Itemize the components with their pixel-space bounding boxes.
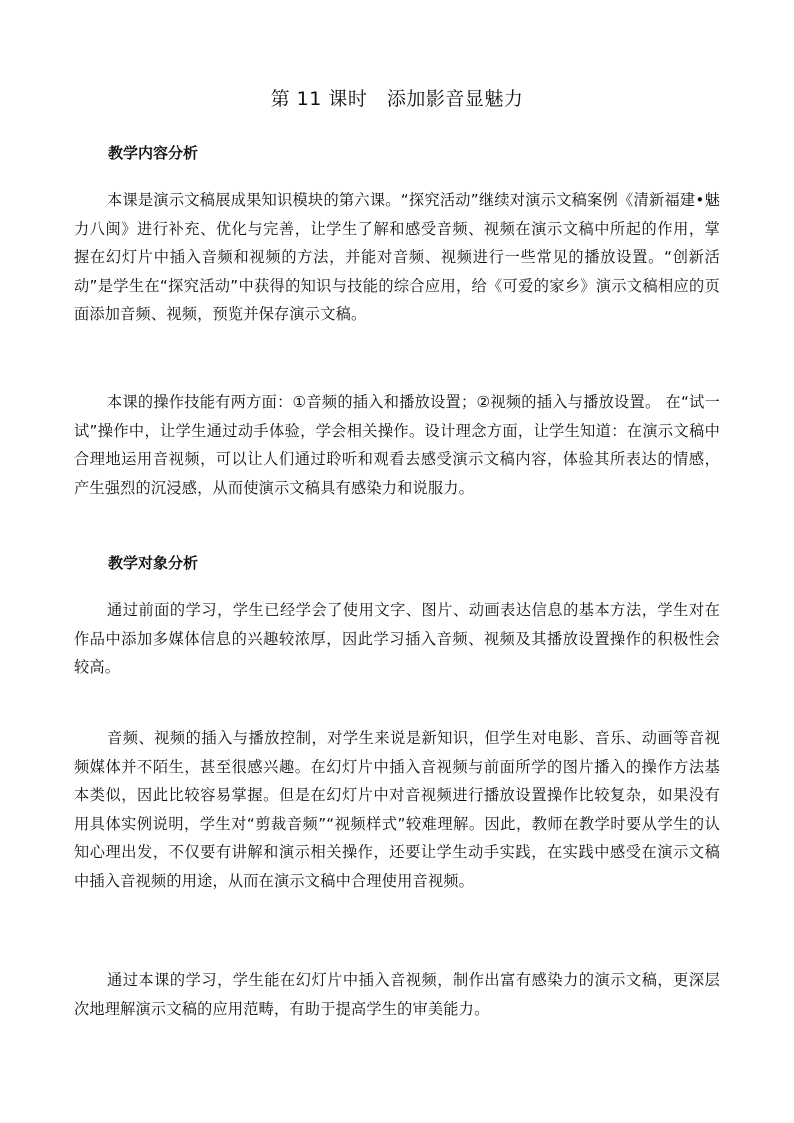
paragraph-content-analysis: 本课是演示文稿展成果知识模块的第六课。“探究活动”继续对演示文稿案例《清新福建•魅力八闽》进行补充、优化与完善，让学生了解和感受音频、视频在演示文稿中所起的作用，掌握在幻灯片中插入音频和视频的方法，并能对音频、视频进行一些常见的播放设置。“创新活动”是学生在“探究活动”中获得的知识与技能的综合应用，给《可爱的家乡》演示文稿相应的页面添加音频、视频，预览并保存演示文稿。 bbox=[74, 191, 720, 323]
paragraph-student-interest: 通过前面的学习，学生已经学会了使用文字、图片、动画表达信息的基本方法，学生对在作品中添加多媒体信息的兴趣较浓厚，因此学习插入音频、视频及其播放设置操作的积极性会较高。 bbox=[74, 601, 720, 676]
section-heading-student-analysis: 教学对象分析 bbox=[108, 554, 199, 572]
paragraph-learning-outcome: 通过本课的学习，学生能在幻灯片中插入音视频，制作出富有感染力的演示文稿，更深层次地理解演示文稿的应用范畴，有助于提高学生的审美能力。 bbox=[74, 971, 720, 1018]
section-heading-content-analysis: 教学内容分析 bbox=[108, 144, 199, 162]
paragraph-operation-skills: 本课的操作技能有两方面：①音频的插入和播放设置；②视频的插入与播放设置。 在“试一试”操作中，让学生通过动手体验，学会相关操作。设计理念方面，让学生知道：在演示文稿中合理地运用音视频，可以让人们通过聆听和观看去感受演示文稿内容，体验其所表达的情感，产生强烈的沉浸感，从而使演示文稿具有感染力和说服力。 bbox=[74, 393, 720, 497]
document-title: 第 11 课时 添加影音显魅力 bbox=[270, 88, 524, 110]
paragraph-media-knowledge: 音频、视频的插入与播放控制，对学生来说是新知识，但学生对电影、音乐、动画等音视频媒体并不陌生，甚至很感兴趣。在幻灯片中插入音视频与前面所学的图片播入的操作方法基本类似，因此比较容易掌握。但是在幻灯片中对音视频进行播放设置操作比较复杂，如果没有用具体实例说明，学生对“剪裁音频”“视频样式”较难理解。因此，教师在教学时要从学生的认知心理出发，不仅要有讲解和演示相关操作，还要让学生动手实践，在实践中感受在演示文稿中插入音视频的用途，从而在演示文稿中合理使用音视频。 bbox=[74, 729, 720, 890]
